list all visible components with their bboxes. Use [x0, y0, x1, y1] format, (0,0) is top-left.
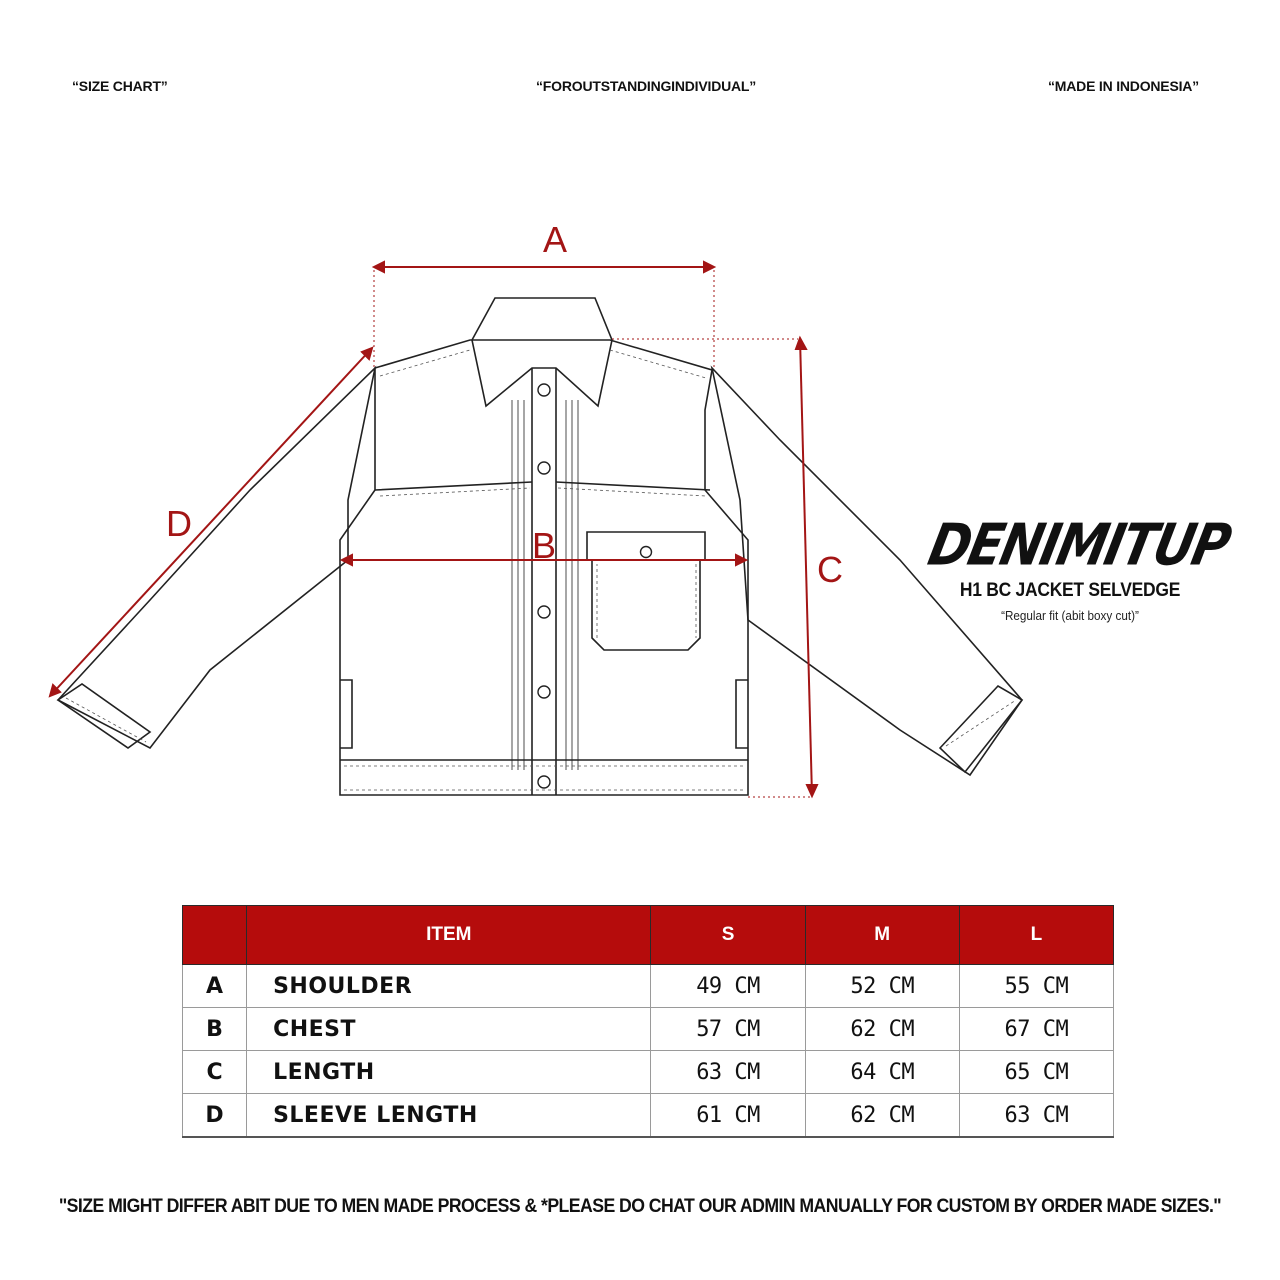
- brand-logo: DENIMITUP: [922, 511, 1235, 579]
- row-size-m: 62 CM: [805, 1008, 959, 1051]
- row-item: SLEEVE LENGTH: [247, 1094, 651, 1138]
- row-size-s: 49 CM: [651, 965, 805, 1008]
- measure-line-c: [800, 338, 812, 796]
- header-size-l: L: [959, 906, 1113, 965]
- row-code: A: [183, 965, 247, 1008]
- front-pleats: [512, 400, 578, 770]
- arrowhead-a-left: [374, 262, 384, 272]
- measure-line-d: [50, 348, 372, 696]
- size-table: [182, 905, 1114, 1138]
- row-size-m: 64 CM: [805, 1051, 959, 1094]
- left-cuff: [58, 684, 150, 748]
- label-d: D: [166, 503, 192, 544]
- left-hand-pocket: [340, 680, 352, 748]
- header-size-chart: “SIZE CHART”: [72, 78, 168, 94]
- label-a: A: [543, 219, 568, 260]
- label-b: B: [532, 525, 557, 566]
- row-size-l: 55 CM: [959, 965, 1113, 1008]
- row-code: C: [183, 1051, 247, 1094]
- row-size-l: 67 CM: [959, 1008, 1113, 1051]
- row-code: D: [183, 1094, 247, 1138]
- row-item: CHEST: [247, 1008, 651, 1051]
- header-size-m: M: [805, 906, 959, 965]
- pocket-button: [641, 547, 652, 558]
- row-size-s: 57 CM: [651, 1008, 805, 1051]
- product-name: H1 BC JACKET SELVEDGE: [959, 580, 1181, 601]
- table-row: [183, 1008, 1114, 1051]
- row-size-s: 61 CM: [651, 1094, 805, 1138]
- arrowhead-c-bottom: [807, 785, 817, 796]
- front-placket: [532, 368, 556, 795]
- table-header-row: [183, 906, 1114, 965]
- fit-description: “Regular fit (abit boxy cut)”: [1001, 608, 1139, 623]
- button-3: [538, 606, 550, 618]
- jacket-diagram: [0, 200, 1280, 820]
- row-size-m: 62 CM: [805, 1094, 959, 1138]
- buttons: [538, 384, 652, 788]
- arrowhead-c-top: [796, 338, 806, 349]
- label-c: C: [817, 549, 843, 590]
- footer-disclaimer: "SIZE MIGHT DIFFER ABIT DUE TO MEN MADE PROCESS & *PLEASE DO CHAT OUR ADMIN MANUALLY FOR CUSTOM BY ORDER MADE SIZES.": [58, 1196, 1222, 1217]
- button-1: [538, 384, 550, 396]
- right-hand-pocket: [736, 680, 748, 748]
- table-row: [183, 1094, 1114, 1138]
- row-size-l: 65 CM: [959, 1051, 1113, 1094]
- header-origin: “MADE IN INDONESIA”: [1048, 78, 1199, 94]
- left-sleeve: [58, 368, 375, 748]
- stitching: [66, 350, 1016, 790]
- jacket-body: [340, 340, 748, 795]
- button-2: [538, 462, 550, 474]
- yoke-seam: [375, 482, 710, 490]
- row-size-l: 63 CM: [959, 1094, 1113, 1138]
- header-code: [183, 906, 247, 965]
- header-tagline: “FOROUTSTANDINGINDIVIDUAL”: [536, 78, 757, 94]
- header-item: ITEM: [247, 906, 651, 965]
- measure-labels: [166, 219, 843, 590]
- brand-block: [922, 511, 1235, 623]
- row-code: B: [183, 1008, 247, 1051]
- header-size-s: S: [651, 906, 805, 965]
- table-row: [183, 1051, 1114, 1094]
- button-5: [538, 776, 550, 788]
- row-size-s: 63 CM: [651, 1051, 805, 1094]
- row-size-m: 52 CM: [805, 965, 959, 1008]
- row-item: LENGTH: [247, 1051, 651, 1094]
- row-item: SHOULDER: [247, 965, 651, 1008]
- arrowhead-a-right: [704, 262, 714, 272]
- table-row: [183, 965, 1114, 1008]
- button-4: [538, 686, 550, 698]
